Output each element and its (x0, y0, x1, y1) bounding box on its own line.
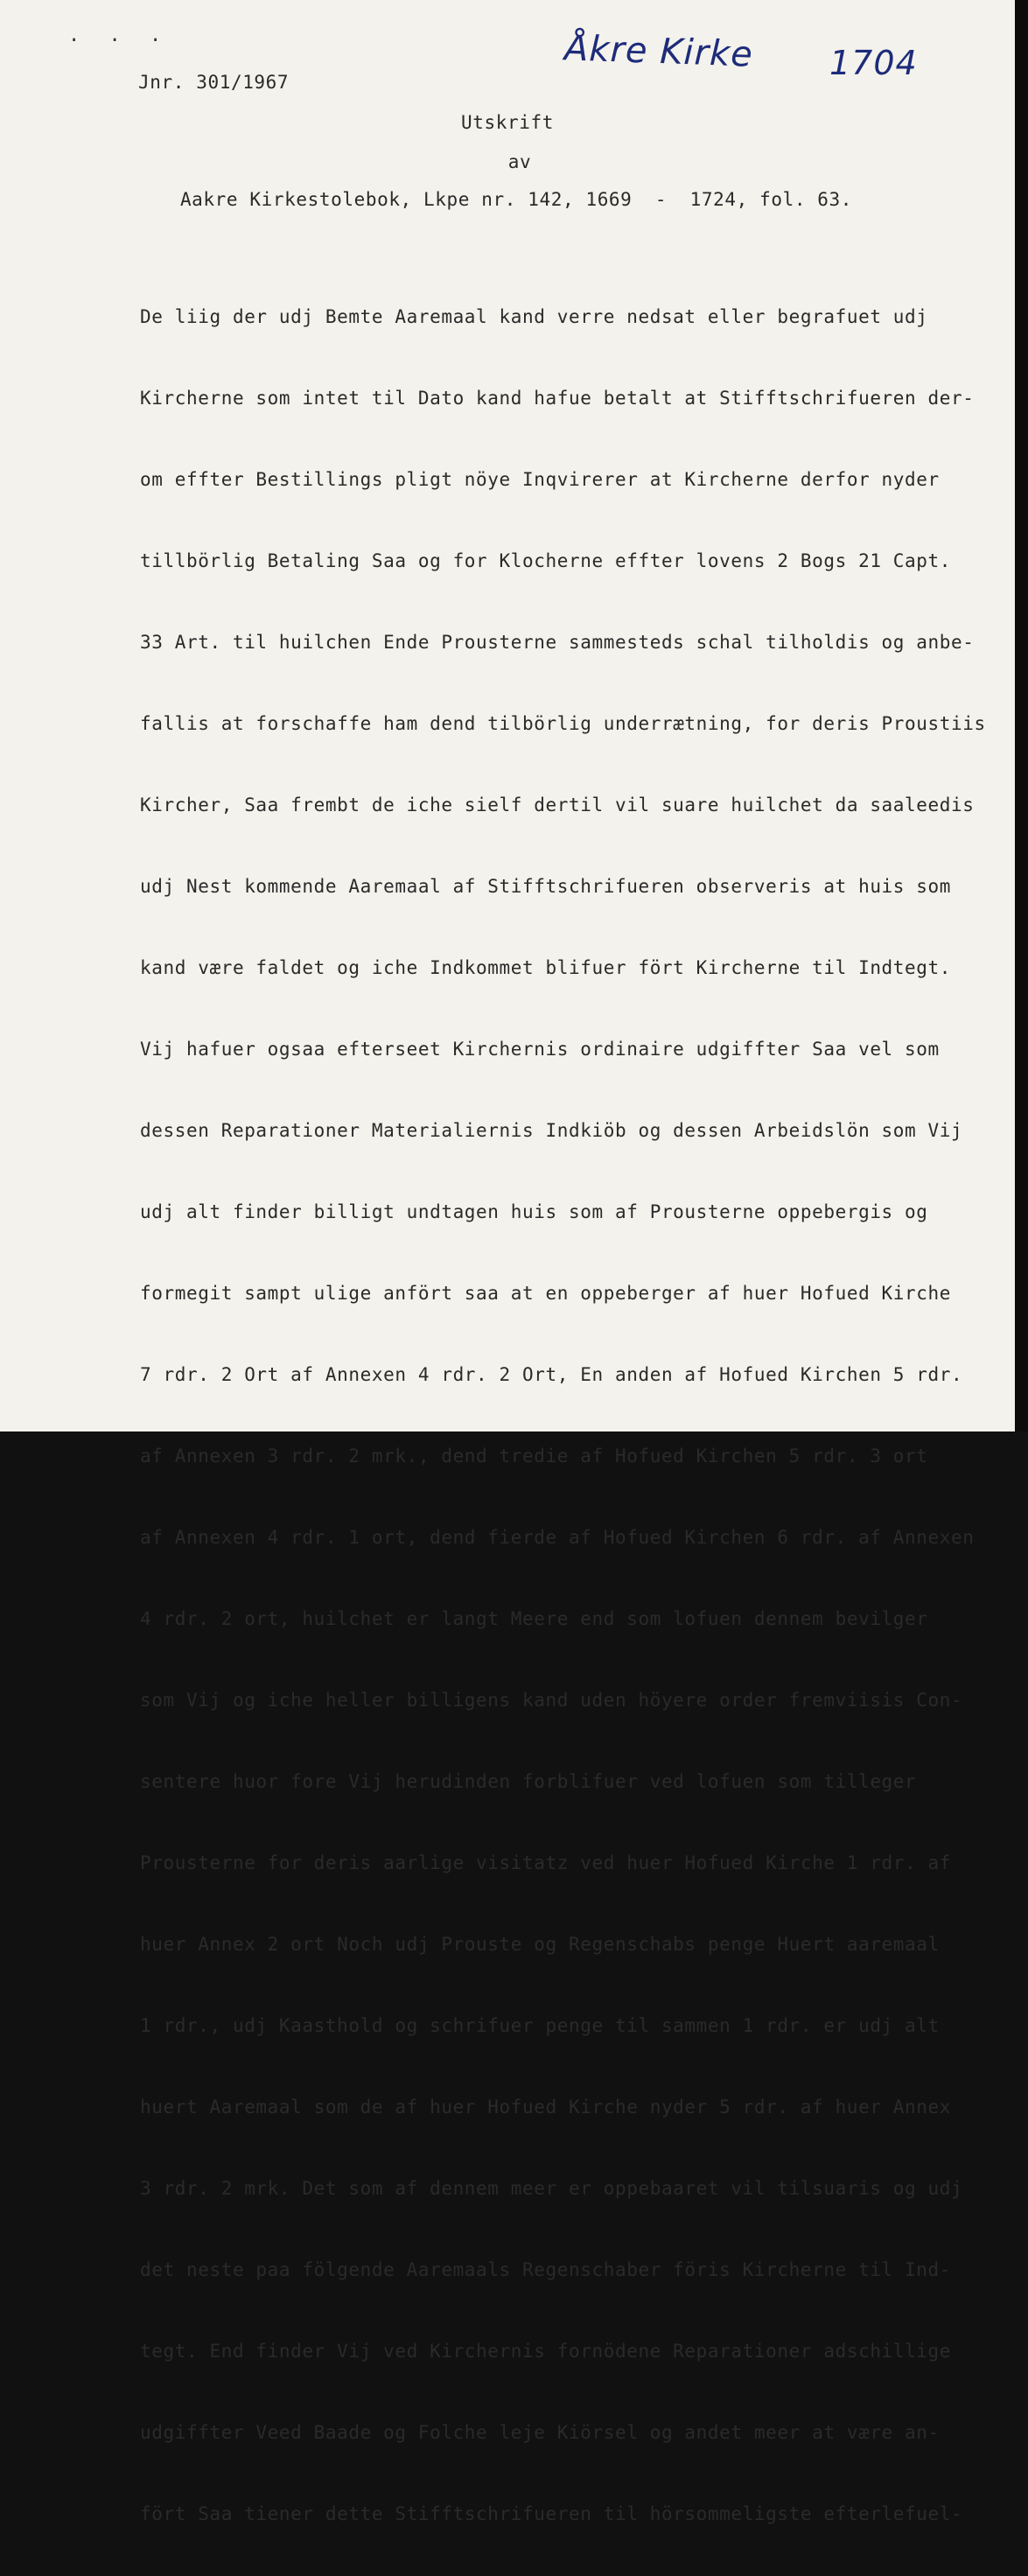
body-line: udj Nest kommende Aaremaal af Stifftschrifueren observeris at huis som (140, 876, 952, 897)
body-line: 7 rdr. 2 Ort af Annexen 4 rdr. 2 Ort, En anden af Hofued Kirchen 5 rdr. (140, 1364, 963, 1385)
body-line: dessen Reparationer Materialiernis Indkiöb og dessen Arbeidslön som Vij (140, 1120, 963, 1141)
body-line: 4 rdr. 2 ort, huilchet er langt Meere end som lofuen dennem bevilger (140, 1608, 928, 1629)
body-line: tillbörlig Betaling Saa og for Klocherne effter lovens 2 Bogs 21 Capt. (140, 550, 952, 571)
handwritten-title: Åkre Kirke (563, 28, 754, 75)
body-line: kand være faldet og iche Indkommet blifuer fört Kircherne til Indtegt. (140, 957, 952, 978)
heading-utskrift: Utskrift (461, 112, 554, 133)
body-line: 3 rdr. 2 mrk. Det som af dennem meer er oppebaaret vil tilsuaris og udj (140, 2178, 963, 2199)
journal-number: Jnr. 301/1967 (138, 72, 290, 93)
heading-av: av (507, 151, 532, 172)
handwritten-year: 1704 (829, 44, 918, 82)
scan-edge (1015, 0, 1028, 1432)
body-line: som Vij og iche heller billigens kand uden höyere order fremviisis Con- (140, 1690, 963, 1711)
body-line: Vij hafuer ogsaa efterseet Kirchernis ordinaire udgiffter Saa vel som (140, 1039, 940, 1060)
body-line: udj alt finder billigt undtagen huis som af Prousterne oppebergis og (140, 1201, 928, 1222)
transcription-body (140, 256, 986, 2576)
body-line: 1 rdr., udj Kaasthold og schrifuer penge til sammen 1 rdr. er udj alt (140, 2015, 940, 2036)
body-line: fallis at forschaffe ham dend tilbörlig underrætning, for deris Proustiis (140, 713, 986, 734)
body-line: fört Saa tiener dette Stifftschrifueren til hörsommeligste efterlefuel- (140, 2503, 963, 2524)
body-line: om effter Bestillings pligt nöye Inqvirerer at Kircherne derfor nyder (140, 469, 940, 490)
body-line: formegit sampt ulige anfört saa at en oppeberger af huer Hofued Kirche (140, 1283, 952, 1304)
body-line: Prousterne for deris aarlige visitatz ved huer Hofued Kirche 1 rdr. af (140, 1852, 952, 1873)
body-line: af Annexen 3 rdr. 2 mrk., dend tredie af Hofued Kirchen 5 rdr. 3 ort (140, 1446, 928, 1466)
body-line: Kircherne som intet til Dato kand hafue betalt at Stifftschrifueren der- (140, 388, 975, 409)
body-line: De liig der udj Bemte Aaremaal kand verre nedsat eller begrafuet udj (140, 306, 928, 327)
body-line: udgiffter Veed Baade og Folche leje Kiörsel og andet meer at være an- (140, 2422, 940, 2443)
body-line: tegt. End finder Vij ved Kirchernis fornödene Reparationer adschillige (140, 2341, 952, 2362)
body-line: huer Annex 2 ort Noch udj Prouste og Regenschabs penge Huert aaremaal (140, 1934, 940, 1955)
body-line: sentere huor fore Vij herudinden forblifuer ved lofuen som tilleger (140, 1771, 917, 1792)
body-line: det neste paa fölgende Aaremaals Regenschaber föris Kircherne til Ind- (140, 2259, 952, 2280)
heading-source: Aakre Kirkestolebok, Lkpe nr. 142, 1669 - 1724, fol. 63. (179, 189, 853, 210)
body-line: huert Aaremaal som de af huer Hofued Kirche nyder 5 rdr. af huer Annex (140, 2096, 952, 2118)
body-line: Kircher, Saa frembt de iche sielf dertil vil suare huilchet da saaleedis (140, 794, 975, 816)
margin-dots: · · · (68, 30, 171, 52)
body-line: 33 Art. til huilchen Ende Prousterne sammesteds schal tilholdis og anbe- (140, 632, 975, 653)
body-line: af Annexen 4 rdr. 1 ort, dend fierde af Hofued Kirchen 6 rdr. af Annexen (140, 1527, 975, 1548)
